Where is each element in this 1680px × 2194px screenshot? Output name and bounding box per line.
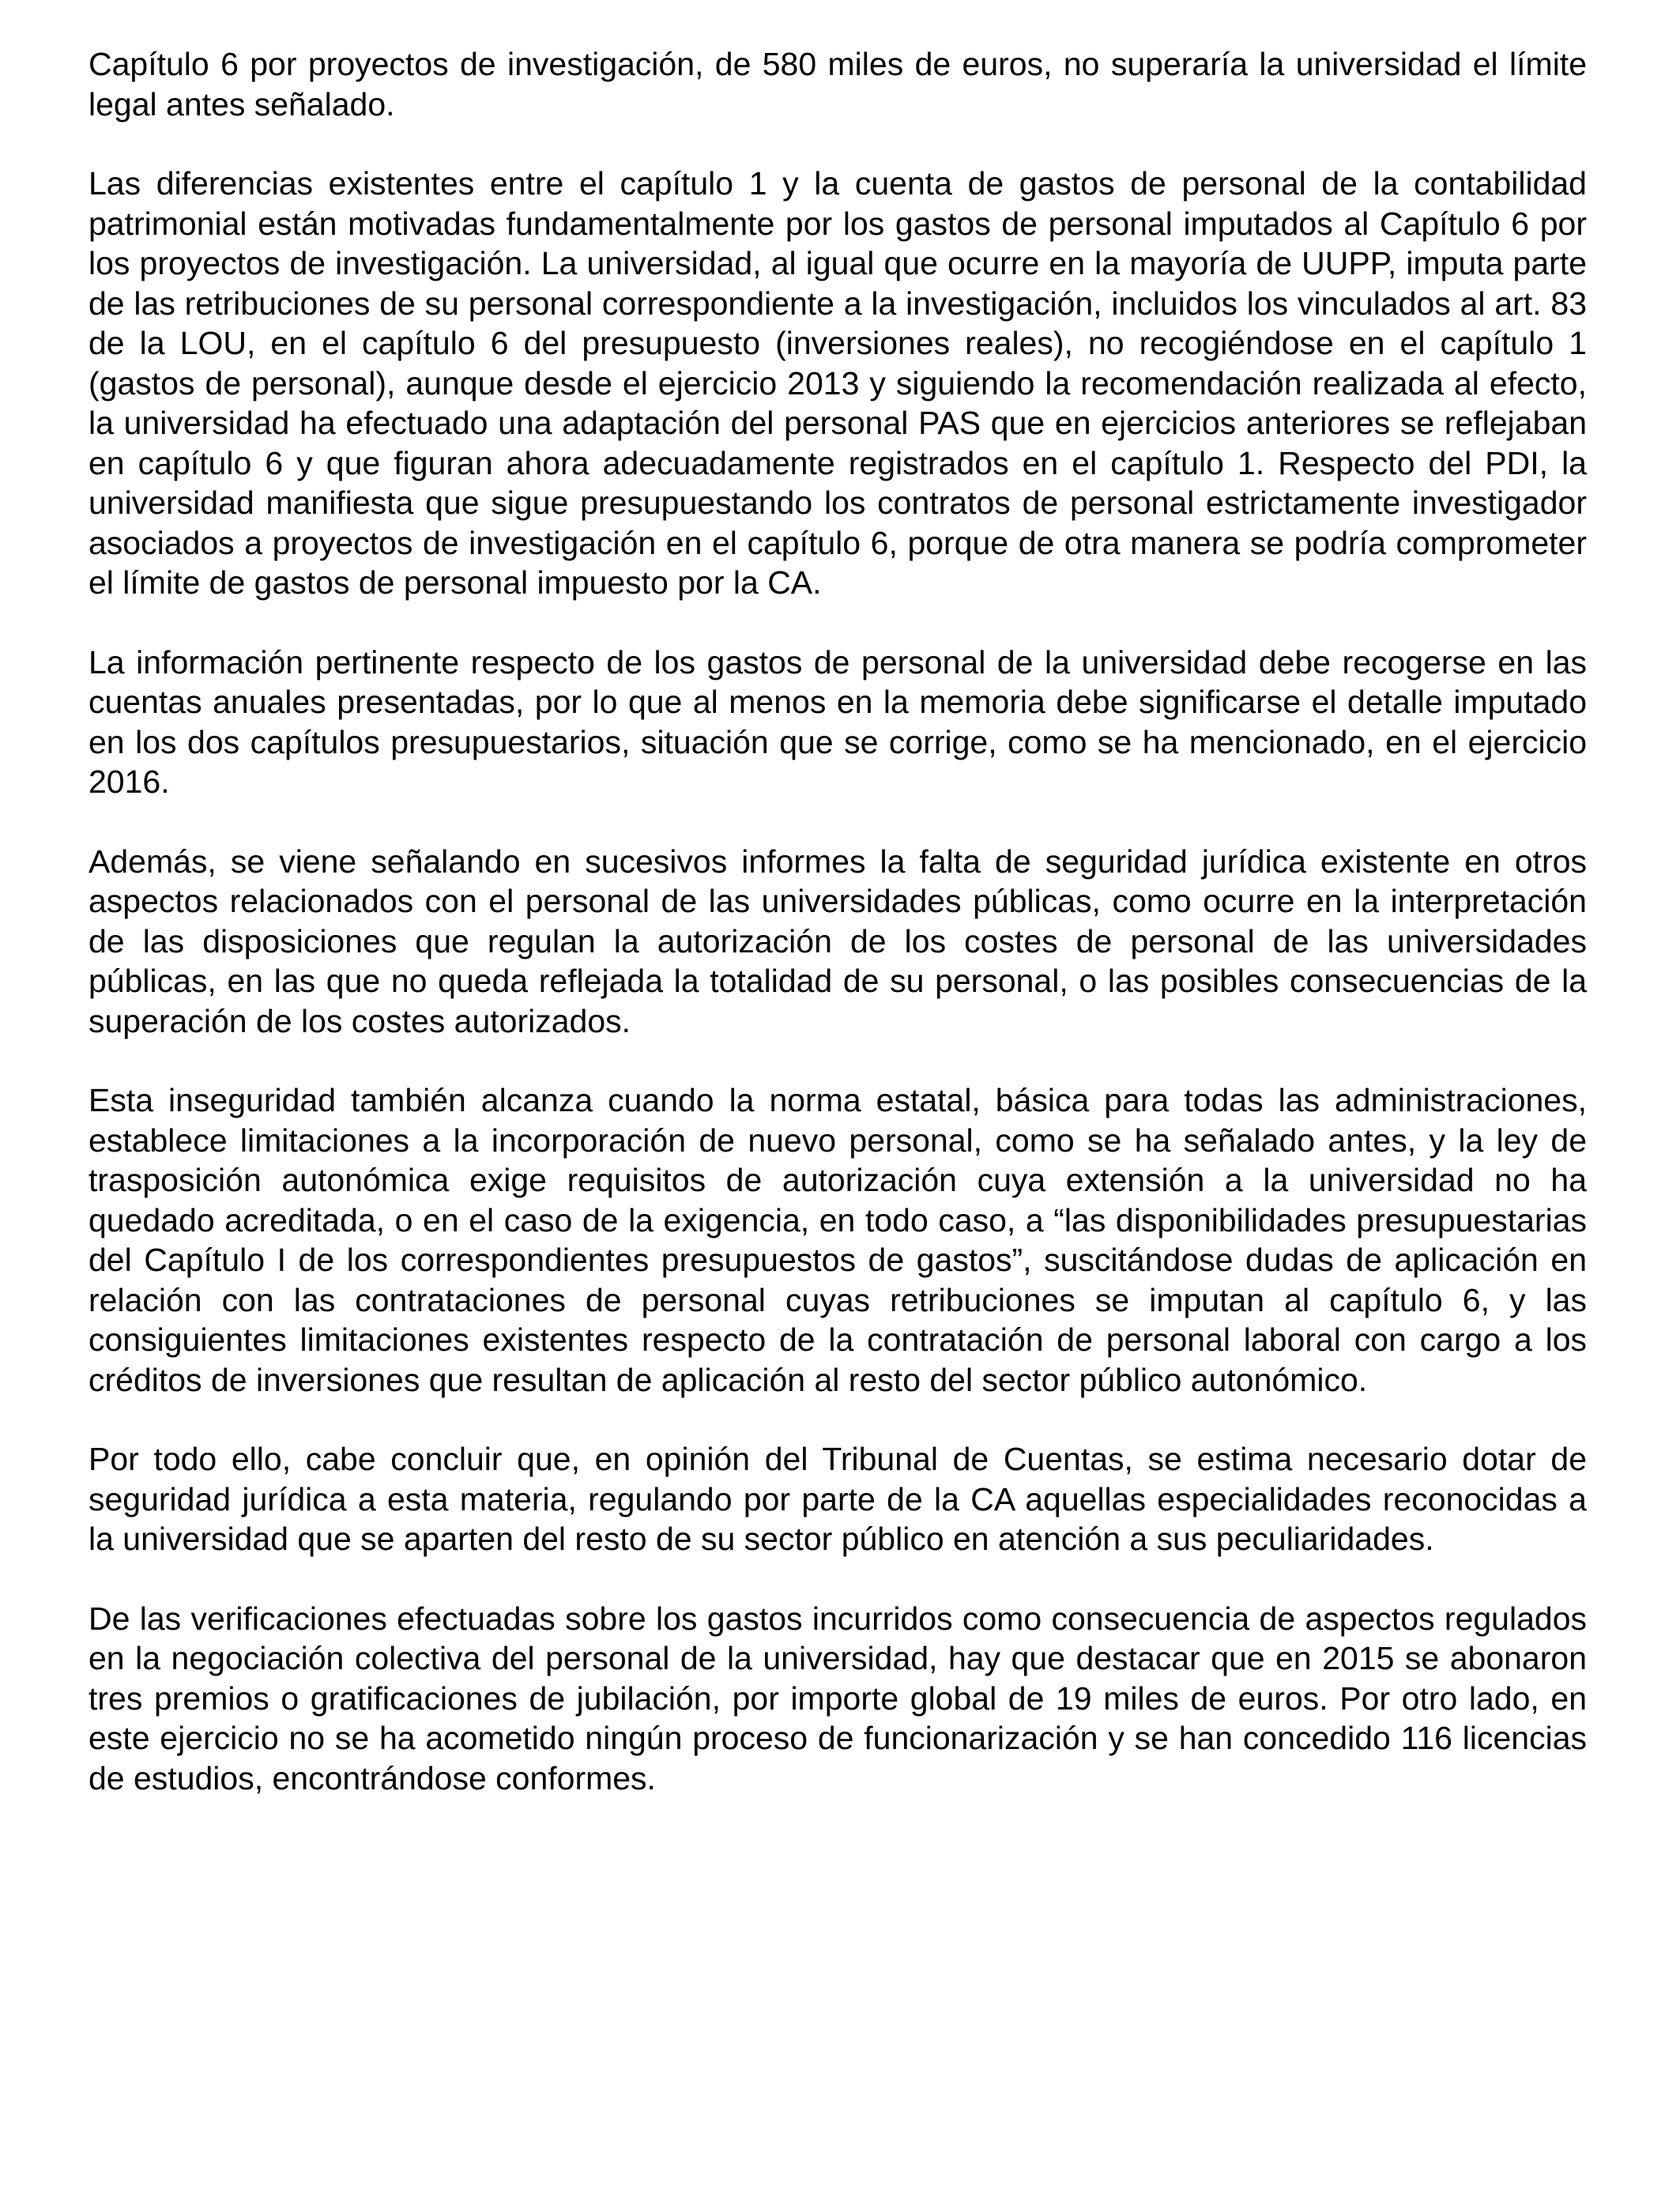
document-page (89, 44, 1587, 1798)
paragraph-inseguridad-norma-estatal: Esta inseguridad también alcanza cuando la norma estatal, básica para todas las administraciones, establece limitaciones a la incorporación de nuevo personal, como se ha señalado antes, y la ley de trasposición autonómica exige requisitos de autorización cuya extensión a la universidad no ha quedado acreditada, o en el caso de la exigencia, en todo caso, a “las disponibilidades presupuestarias del Capítulo I de los correspondientes presupuestos de gastos”, suscitándose dudas de aplicación en relación con las contrataciones de personal cuyas retribuciones se imputan al capítulo 6, y las consiguientes limitaciones existentes respecto de la contratación de personal laboral con cargo a los créditos de inversiones que resultan de aplicación al resto del sector público autonómico. (89, 1082, 1587, 1398)
paragraph-capitulo-6-limite: Capítulo 6 por proyectos de investigación, de 580 miles de euros, no superaría la universidad el límite legal antes señalado. (89, 46, 1587, 123)
paragraph-conclusion-tribunal: Por todo ello, cabe concluir que, en opinión del Tribunal de Cuentas, se estima necesario dotar de seguridad jurídica a esta materia, regulando por parte de la CA aquellas especialidades reconocidas a la universidad que se aparten del resto de su sector público en atención a sus peculiaridades. (89, 1441, 1587, 1557)
paragraph-seguridad-juridica: Además, se viene señalando en sucesivos informes la falta de seguridad jurídica existente en otros aspectos relacionados con el personal de las universidades públicas, como ocurre en la interpretación de las disposiciones que regulan la autorización de los costes de personal de las universidades públicas, en las que no queda reflejada la totalidad de su personal, o las posibles consecuencias de la superación de los costes autorizados. (89, 843, 1587, 1039)
paragraph-diferencias-capitulo-1: Las diferencias existentes entre el capítulo 1 y la cuenta de gastos de personal de la contabilidad patrimonial están motivadas fundamentalmente por los gastos de personal imputados al Capítulo 6 por los proyectos de investigación. La universidad, al igual que ocurre en la mayoría de UUPP, imputa parte de las retribuciones de su personal correspondiente a la investigación, incluidos los vinculados al art. 83 de la LOU, en el capítulo 6 del presupuesto (inversiones reales), no recogiéndose en el capítulo 1 (gastos de personal), aunque desde el ejercicio 2013 y siguiendo la recomendación realizada al efecto, la universidad ha efectuado una adaptación del personal PAS que en ejercicios anteriores se reflejaban en capítulo 6 y que figuran ahora adecuadamente registrados en el capítulo 1. Respecto del PDI, la universidad manifiesta que sigue presupuestando los contratos de personal estrictamente investigador asociados a proyectos de investigación en el capítulo 6, porque de otra manera se podría comprometer el límite de gastos de personal impuesto por la CA. (89, 165, 1587, 601)
paragraph-informacion-pertinente: La información pertinente respecto de los gastos de personal de la universidad debe recogerse en las cuentas anuales presentadas, por lo que al menos en la memoria debe significarse el detalle imputado en los dos capítulos presupuestarios, situación que se corrige, como se ha mencionado, en el ejercicio 2016. (89, 643, 1587, 800)
paragraph-negociacion-colectiva: De las verificaciones efectuadas sobre los gastos incurridos como consecuencia de aspectos regulados en la negociación colectiva del personal de la universidad, hay que destacar que en 2015 se abonaron tres premios o gratificaciones de jubilación, por importe global de 19 miles de euros. Por otro lado, en este ejercicio no se ha acometido ningún proceso de funcionarización y se han concedido 116 licencias de estudios, encontrándose conformes. (89, 1600, 1587, 1796)
